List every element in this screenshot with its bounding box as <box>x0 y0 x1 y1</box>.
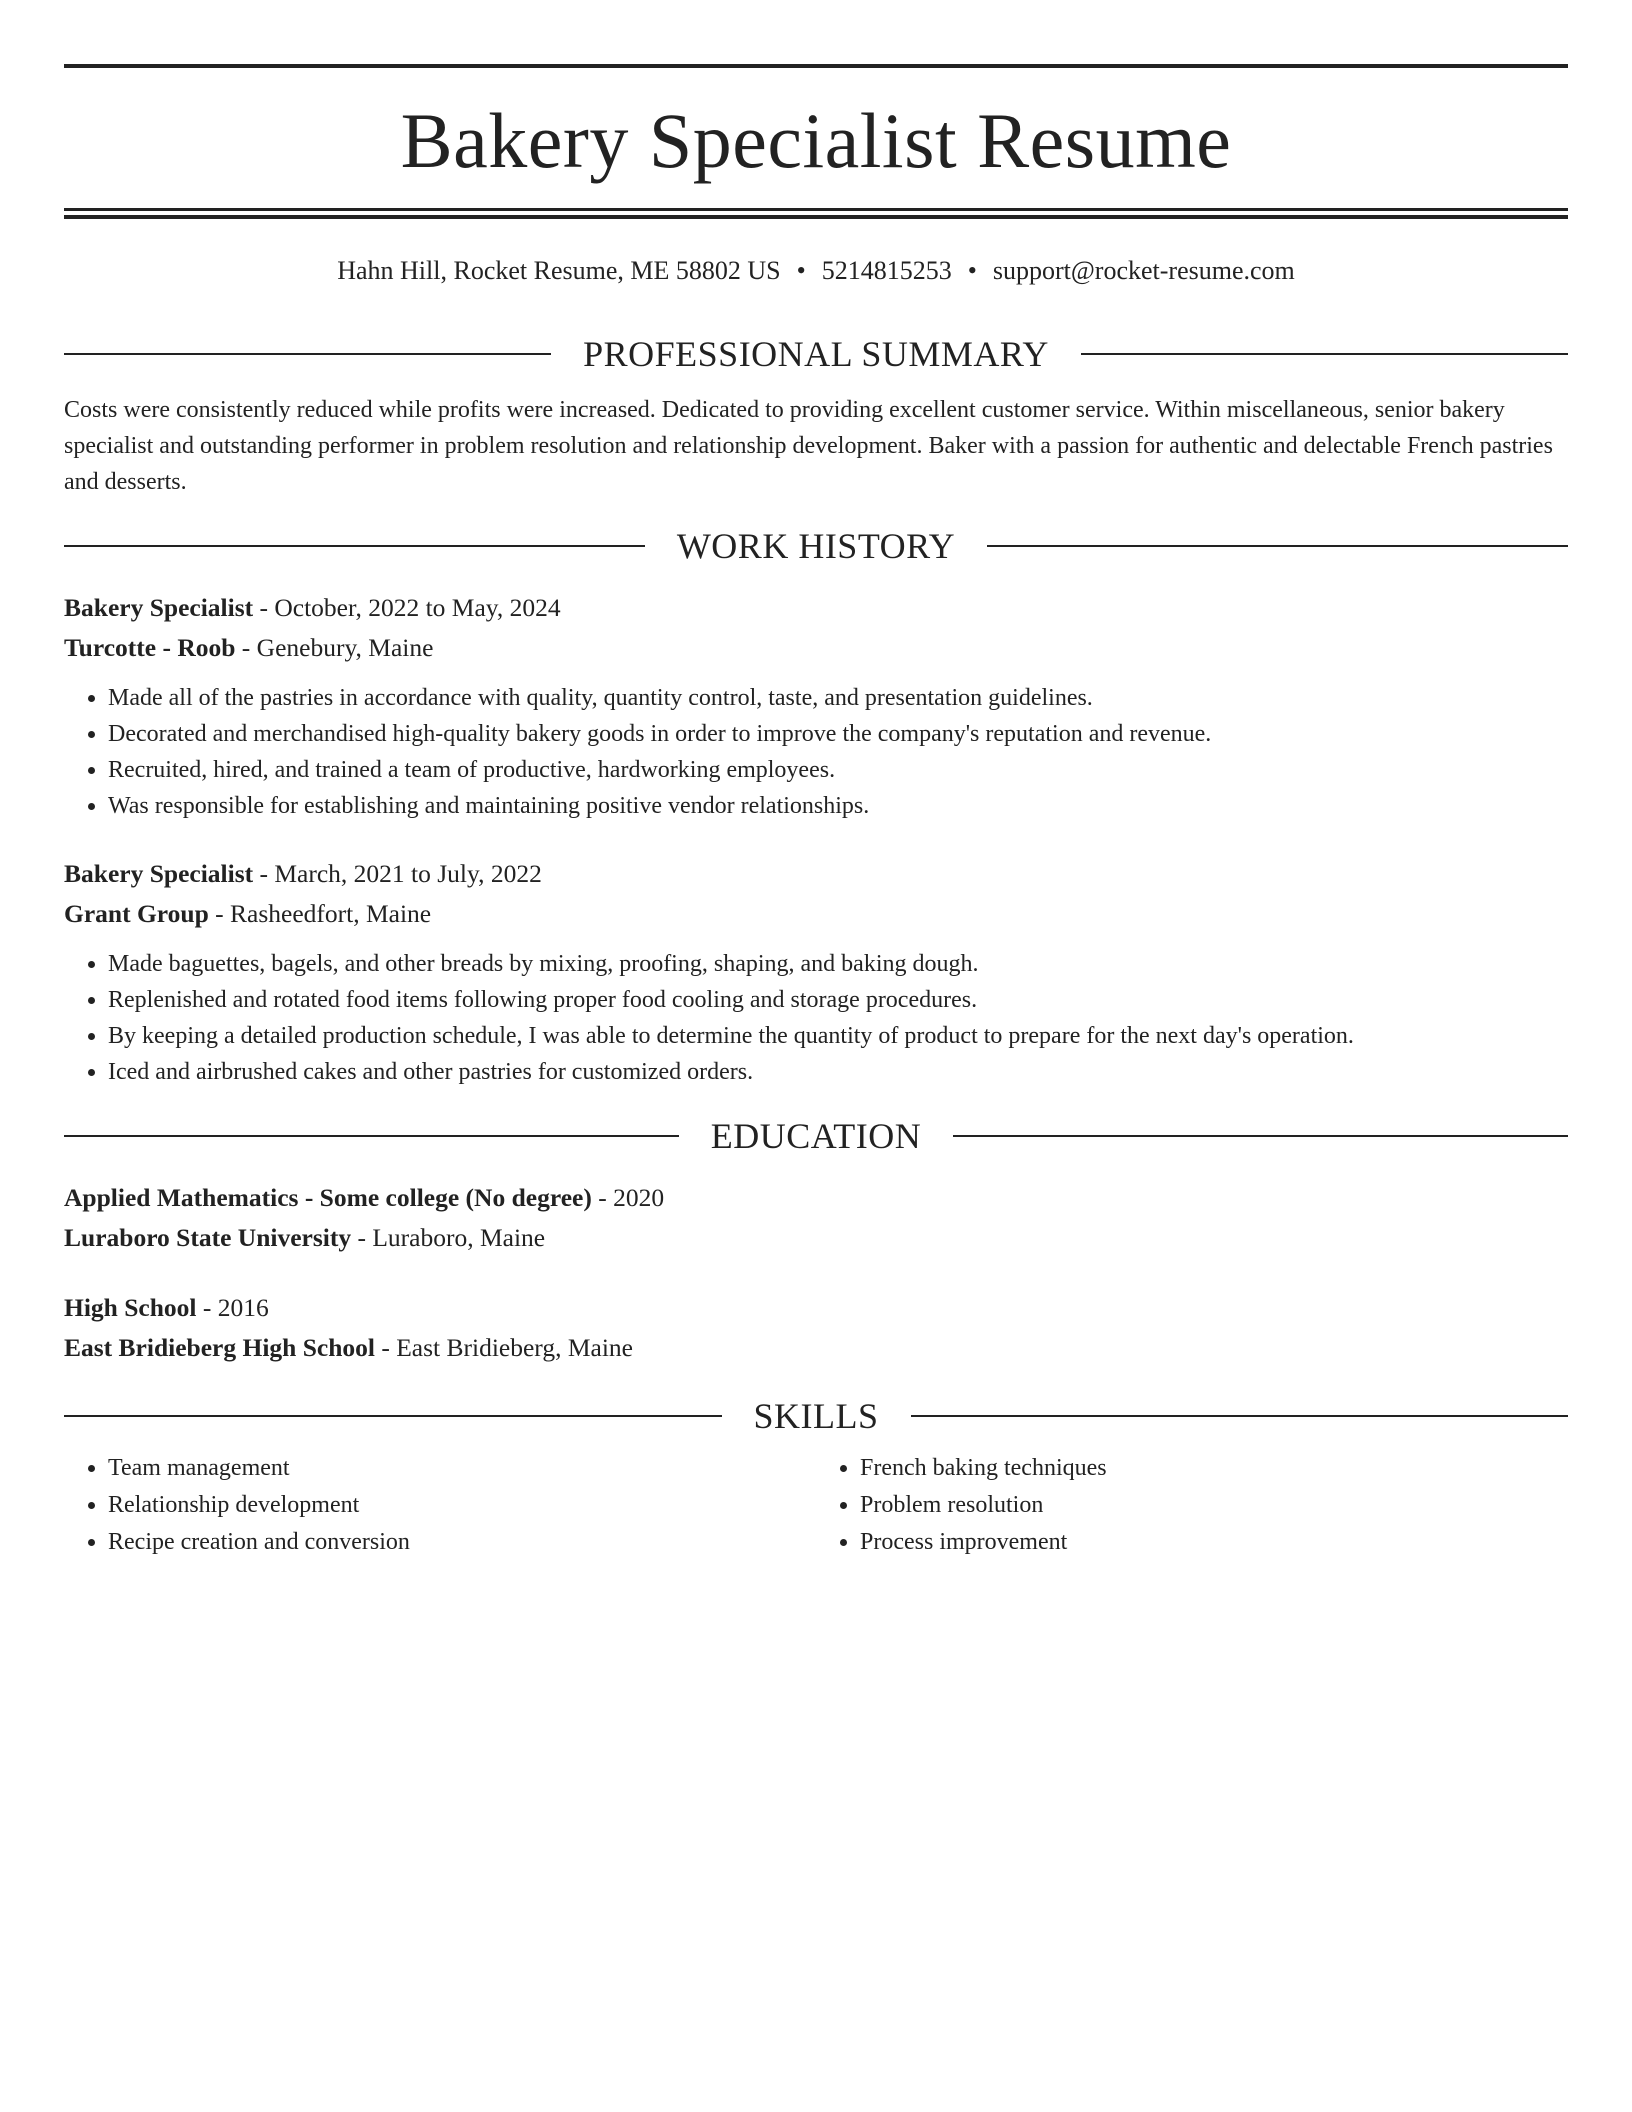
heading-rule-right <box>953 1135 1568 1137</box>
heading-rule-right <box>1081 353 1568 355</box>
skill-item: • Team management <box>108 1450 816 1487</box>
top-rule <box>64 64 1568 68</box>
job-title-line <box>64 588 1568 628</box>
job-title: Bakery Specialist <box>64 593 254 623</box>
heading-rule-left <box>64 353 551 355</box>
skills-column-right <box>816 1450 1568 1561</box>
contact-address: Hahn Hill, Rocket Resume, ME 58802 US <box>337 256 781 285</box>
contact-phone: 5214815253 <box>821 256 952 285</box>
education-entry <box>64 1178 1568 1258</box>
education-location: - Luraboro, Maine <box>351 1223 546 1253</box>
job-title-line <box>64 854 1568 894</box>
work-heading: WORK HISTORY <box>676 526 956 567</box>
job-bullets <box>64 680 1568 824</box>
job-company: Grant Group <box>64 899 209 929</box>
heading-rule-left <box>64 1135 679 1137</box>
education-degree-line <box>64 1288 1568 1328</box>
education-year: - 2016 <box>196 1293 269 1323</box>
contact-separator: • <box>796 256 806 285</box>
education-degree: Applied Mathematics - Some college (No degree) <box>64 1183 592 1213</box>
job-entry <box>64 854 1568 1090</box>
heading-rule-left <box>64 545 645 547</box>
job-dates: - March, 2021 to July, 2022 <box>253 859 542 889</box>
job-company: Turcotte - Roob <box>64 633 236 663</box>
education-year: - 2020 <box>591 1183 665 1213</box>
list-item: • Made all of the pastries in accordance with quality, quantity control, taste, and presentation guidelines. <box>108 680 1568 716</box>
education-heading: EDUCATION <box>710 1116 922 1157</box>
skills-column-left <box>64 1450 816 1561</box>
summary-text: Costs were consistently reduced while profits were increased. Dedicated to providing excellent customer service. Within miscellaneous, senior bakery specialist and outstanding performer in problem resolution and relationship development. Baker with a passion for authentic and delectable French pastries and desserts. <box>64 397 1553 496</box>
education-school: Luraboro State University <box>64 1223 352 1253</box>
job-location: - Rasheedfort, Maine <box>208 899 432 929</box>
list-item: • Replenished and rotated food items following proper food cooling and storage procedures. <box>108 982 1568 1018</box>
education-school-line <box>64 1218 1568 1258</box>
job-company-line <box>64 628 1568 668</box>
resume-title: Bakery Specialist Resume <box>400 97 1232 184</box>
list-item: • By keeping a detailed production schedule, I was able to determine the quantity of product to prepare for the next day's operation. <box>108 1018 1568 1054</box>
list-item: • Made baguettes, bagels, and other breads by mixing, proofing, shaping, and baking dough. <box>108 946 1568 982</box>
heading-rule-right <box>911 1415 1569 1417</box>
skills-list <box>64 1450 1568 1561</box>
summary-section-heading <box>64 334 1568 375</box>
list-item: • Iced and airbrushed cakes and other pastries for customized orders. <box>108 1054 1568 1090</box>
skill-item: • Process improvement <box>860 1524 1568 1561</box>
skills-section-heading <box>64 1396 1568 1437</box>
education-degree: High School <box>64 1293 197 1323</box>
heading-rule-left <box>64 1415 722 1417</box>
skills-heading: SKILLS <box>753 1396 879 1437</box>
summary-heading: PROFESSIONAL SUMMARY <box>583 334 1049 375</box>
education-school-line <box>64 1328 1568 1368</box>
job-location: - Genebury, Maine <box>235 633 434 663</box>
skill-item: • French baking techniques <box>860 1450 1568 1487</box>
job-bullets <box>64 946 1568 1090</box>
skill-item: • Problem resolution <box>860 1487 1568 1524</box>
skill-item: • Recipe creation and conversion <box>108 1524 816 1561</box>
contact-email: support@rocket-resume.com <box>992 256 1295 285</box>
job-title: Bakery Specialist <box>64 859 254 889</box>
heading-rule-right <box>987 545 1568 547</box>
education-section-heading <box>64 1116 1568 1157</box>
list-item: • Was responsible for establishing and maintaining positive vendor relationships. <box>108 788 1568 824</box>
skill-item: • Relationship development <box>108 1487 816 1524</box>
contact-line <box>64 255 1568 286</box>
education-school: East Bridieberg High School <box>64 1333 375 1363</box>
contact-separator: • <box>967 256 977 285</box>
education-degree-line <box>64 1178 1568 1218</box>
title-double-rule <box>64 208 1568 219</box>
education-location: - East Bridieberg, Maine <box>374 1333 633 1363</box>
job-company-line <box>64 894 1568 934</box>
list-item: • Decorated and merchandised high-quality bakery goods in order to improve the company's reputation and revenue. <box>108 716 1568 752</box>
job-entry <box>64 588 1568 824</box>
job-dates: - October, 2022 to May, 2024 <box>253 593 561 623</box>
work-section-heading <box>64 526 1568 567</box>
education-entry <box>64 1288 1568 1368</box>
list-item: • Recruited, hired, and trained a team of productive, hardworking employees. <box>108 752 1568 788</box>
